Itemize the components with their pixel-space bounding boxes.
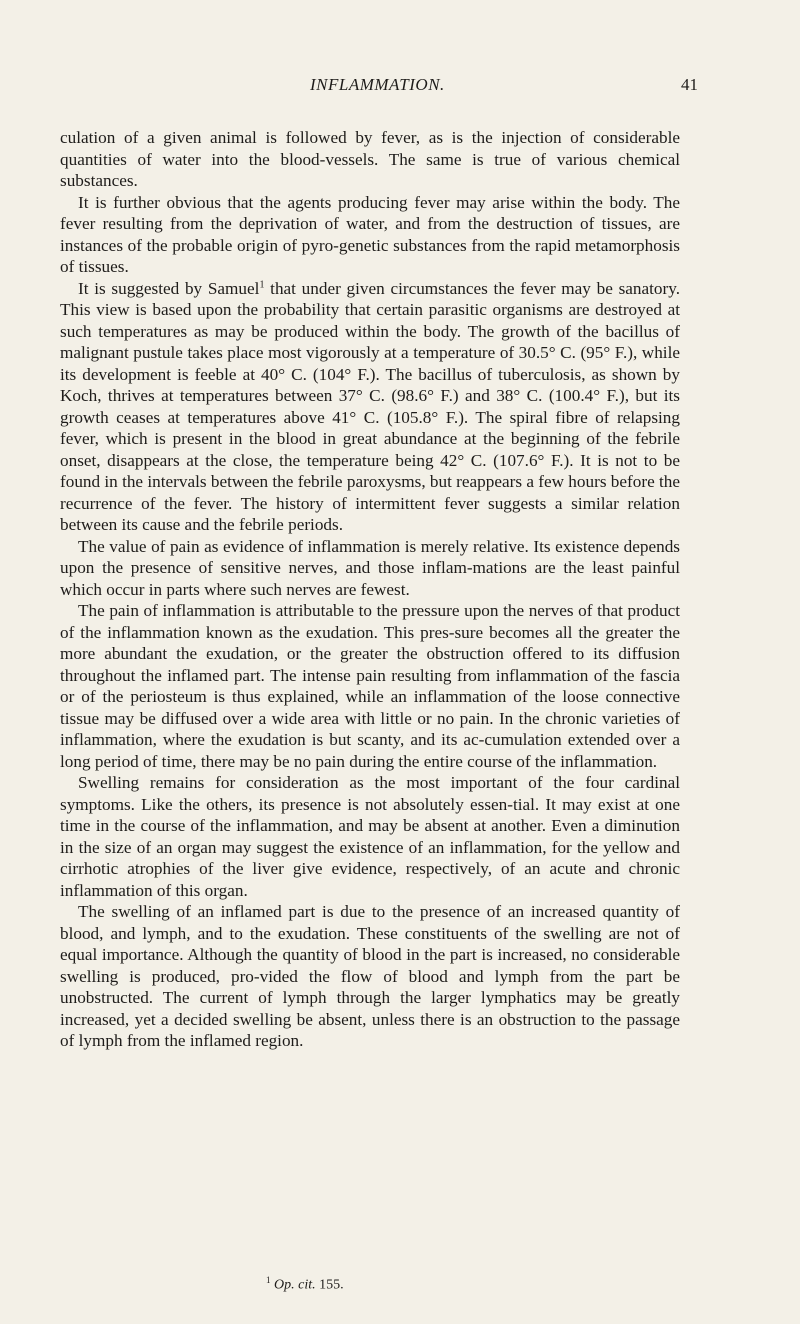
footnote-reference-mark: 1 (259, 278, 265, 290)
footnote-page: 155. (319, 1277, 344, 1293)
running-head (58, 75, 698, 99)
paragraph-text-after-ref: that under given circumstances the fever may be sanatory. This view is based upon the probability that certain parasitic organisms are destroyed at such temperatures as may be produced within the body. The growth of the bacillus of malignant pustule takes place most vigorously at a temperature of 30.5° C. (95° F.), while its development is feeble at 40° C. (104° F.). The bacillus of tuberculosis, as shown by Koch, thrives at temperatures between 37° C. (98.6° F.) and 38° C. (100.4° F.), but its growth ceases at temperatures above 41° C. (105.8° F.). The spiral fibre of relapsing fever, which is present in the blood in great abundance at the beginning of the febrile onset, disappears at the close, the temperature being 42° C. (107.6° F.). It is not to be found in the intervals between the febrile paroxysms, but reappears a few hours before the recurrence of the fever. The history of intermittent fever suggests a similar relation between its cause and the febrile periods. (60, 278, 680, 534)
paragraph-sanatory-fever (60, 278, 680, 536)
footnote-mark: 1 (266, 1275, 271, 1285)
paragraph-pain-of-inflammation: The pain of inflammation is attributable to the pressure upon the nerves of that product of the inflammation known as the exudation. This pres-sure becomes all the greater the more abundant the exudation, or the greater the obstruction offered to its diffusion throughout the inflamed part. The intense pain resulting from inflammation of the fascia or of the periosteum is thus explained, while an inflammation of the loose connective tissue may be diffused over a wide area with little or no pain. In the chronic varieties of inflammation, where the exudation is but scanty, and its ac-cumulation extended over a long period of time, there may be no pain during the entire course of the inflammation. (60, 601, 680, 771)
footnote-reference: Op. cit. (274, 1277, 316, 1293)
paragraph-value-of-pain: The value of pain as evidence of inflammation is merely relative. Its existence depends upon the presence of sensitive nerves, and those inflam-mations are the least painful which occur in parts where such nerves are fewest. (60, 536, 680, 599)
page-number: 41 (681, 75, 698, 94)
paragraph-pyrogenetic-origin: It is further obvious that the agents producing fever may arise within the body. The fever resulting from the deprivation of water, and from the destruction of tissues, are instances of the probable origin of pyro-genetic substances from the rapid metamorphosis of tissues. (60, 192, 680, 276)
paragraph-text-before-ref: It is suggested by Samuel (78, 278, 260, 298)
footnote (266, 1275, 344, 1294)
paragraph-fever-injection: culation of a given animal is followed by fever, as is the injection of considerable quantities of water into the blood-vessels. The same is true of various chemical substances. (60, 128, 680, 190)
paragraph-swelling-cause: The swelling of an inflamed part is due to the presence of an increased quantity of blood, and lymph, and to the exudation. These constituents of the swelling are not of equal importance. Although the quantity of blood in the part is increased, no considerable swelling is produced, pro-vided the flow of blood and lymph from the part be unobstructed. The current of lymph through the larger lymphatics may be greatly increased, yet a decided swelling be absent, unless there is an obstruction to the passage of lymph from the inflamed region. (60, 902, 680, 1050)
paragraph-swelling: Swelling remains for consideration as the most important of the four cardinal symptoms. Like the others, its presence is not absolutely essen-tial. It may exist at one time in the course of the inflammation, and may be absent at another. Even a diminution in the size of an organ may suggest the existence of an inflammation, for the yellow and cirrhotic atrophies of the liver give evidence, respectively, of an acute and chronic inflammation of this organ. (60, 773, 680, 900)
body-text (60, 127, 680, 1052)
running-title: INFLAMMATION. (310, 75, 445, 94)
